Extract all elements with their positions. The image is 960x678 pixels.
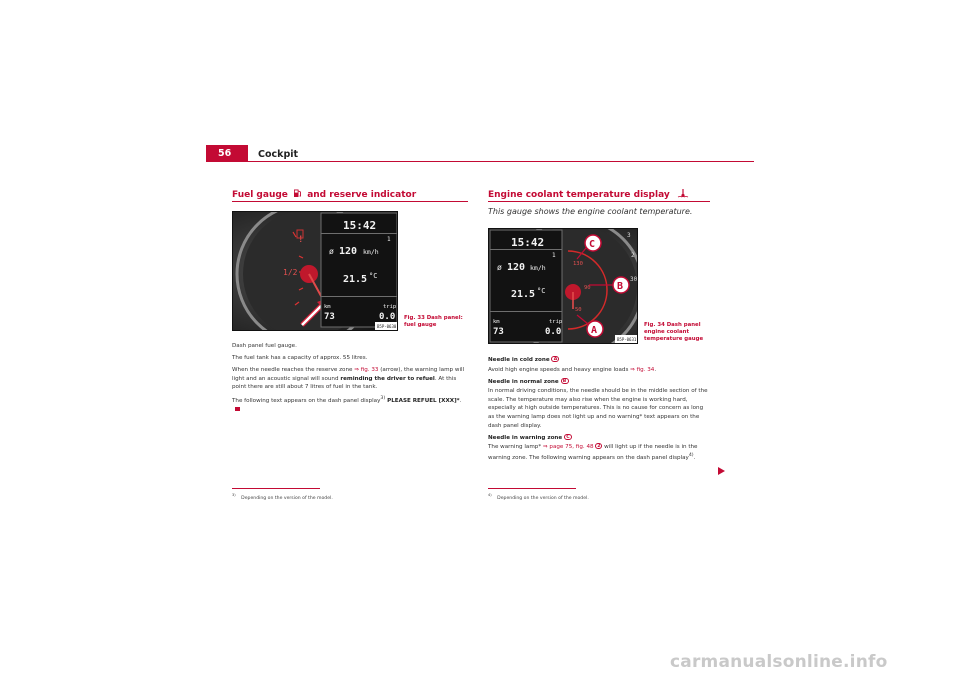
warning-zone-text-c: .: [693, 454, 696, 461]
warning-zone-text-a: The warning lamp*: [488, 444, 543, 451]
fig33-diameter-icon: ø: [329, 247, 334, 256]
header-divider: [206, 161, 754, 162]
svg-text:C: C: [589, 239, 596, 250]
left-heading-rule: [232, 201, 468, 202]
coolant-temperature-icon: [677, 188, 689, 198]
fig34-diameter-icon: ø: [497, 263, 502, 272]
page75-link[interactable]: ⇒ page 75, fig. 48: [542, 444, 594, 451]
svg-text:A: A: [591, 325, 598, 336]
fig34-coolant-gauge-image: [488, 228, 638, 344]
warning-zone-text: [488, 443, 710, 462]
fig34-temp-50: 50: [575, 307, 582, 313]
fuel-gauge-heading-text-2: and reserve indicator: [307, 190, 417, 200]
footnote-ref-3: 3): [380, 396, 386, 402]
normal-zone-heading: [488, 378, 710, 387]
left-footnote: [232, 493, 333, 501]
continue-arrow-icon: [718, 467, 725, 475]
cold-zone-text-a: Avoid high engine speeds and heavy engine loads: [488, 366, 631, 373]
left-para-4b: .: [459, 398, 462, 404]
warning-zone-heading-text: Needle in warning zone: [488, 434, 563, 441]
fig34-trip-label: trip: [549, 319, 563, 325]
left-para-3: [232, 366, 468, 392]
watermark: carmanualsonline.info: [670, 652, 888, 672]
coolant-heading-text: Engine coolant temperature display: [488, 190, 670, 200]
left-footnote-number: 3): [232, 493, 236, 497]
normal-zone-text: In normal driving conditions, the needle should be in the middle section of the scale. The temperature may also rise when the engine is working hard, especially at high outside temperatures. This is no cause for concern as long as the warning lamp does not light up and no warning* text appears on the dash panel display.: [488, 388, 708, 429]
normal-zone-heading-text: Needle in normal zone: [488, 378, 559, 385]
left-para-3c: . At this point there are still about 7 litres of fuel in the tank.: [232, 375, 457, 391]
coolant-lead: This gauge shows the engine coolant temperature.: [488, 207, 693, 216]
fig33-warning-mark: !: [298, 235, 304, 245]
warning-zone-text-b: will light up if the needle is in the warning zone. The following warning appears on the dash panel display: [488, 444, 698, 461]
right-heading-rule: [488, 201, 710, 202]
fig34-code: B5P-0631: [617, 337, 637, 342]
warning-zone-heading: [488, 434, 710, 443]
fig34-temp-130: 130: [573, 261, 583, 267]
right-footnote-text: Depending on the version of the model.: [497, 495, 589, 501]
left-para-4a: The following text appears on the dash panel display: [232, 398, 381, 404]
fig34-gear: 1: [552, 252, 556, 259]
section-title: Cockpit: [258, 149, 299, 160]
cold-zone-heading-text: Needle in cold zone: [488, 357, 550, 363]
footnote-ref-4: 4): [688, 452, 694, 458]
right-footnote: [488, 493, 589, 501]
fig34-rpm-30: 30: [630, 276, 638, 283]
warning-lamp-number-tag: 2: [597, 444, 601, 450]
fig33-half-label: 1/2: [283, 268, 298, 277]
page-number: 56: [206, 145, 248, 162]
left-para-4: [232, 395, 468, 414]
fig34-speed-unit: km/h: [530, 264, 546, 272]
cold-zone-tag: A: [551, 356, 559, 362]
left-footnote-rule: [232, 488, 320, 489]
fig34-trip-value: 0.0: [545, 327, 562, 337]
fuel-gauge-heading-text-1: Fuel gauge: [232, 190, 288, 200]
fig33-code: B5P-0630: [377, 324, 397, 329]
fig33-fuel-gauge-image: [232, 211, 398, 331]
warning-zone-tag: C: [564, 434, 572, 440]
svg-text:B: B: [617, 281, 624, 292]
fig34-rpm-2: 2: [631, 252, 635, 259]
left-para-3-bold: reminding the driver to refuel: [340, 375, 435, 382]
cold-zone-text: [488, 366, 710, 375]
normal-zone-tag: B: [561, 378, 569, 384]
fig33-clock: 15:42: [343, 219, 377, 232]
fig34-link[interactable]: ⇒ fig. 34: [630, 366, 655, 373]
fig34-temp-90: 90: [584, 285, 591, 291]
fig33-link[interactable]: ⇒ fig. 33: [354, 366, 379, 373]
fuel-gauge-heading: [232, 188, 416, 200]
fig34-temp-unit: °C: [537, 287, 546, 295]
fig33-trip-label: trip: [383, 304, 397, 310]
fig34-km-label: km: [493, 319, 500, 325]
left-para-1: Dash panel fuel gauge.: [232, 343, 297, 349]
fig33-temp-unit: °C: [369, 272, 378, 280]
left-para-2: The fuel tank has a capacity of approx. 55 litres.: [232, 354, 368, 361]
fuel-pump-icon: [293, 188, 302, 198]
left-para-3a: When the needle reaches the reserve zone: [232, 366, 355, 373]
fig34-clock: 15:42: [511, 236, 545, 249]
fig33-km-label: km: [324, 304, 331, 310]
fig33-km-value: 73: [324, 312, 335, 322]
left-para-3b: (arrow), the warning lamp will light and an acoustic signal will sound: [232, 366, 465, 382]
fig33-temp: 21.5: [343, 274, 368, 285]
right-body: [488, 356, 710, 466]
fig34-caption: Fig. 34 Dash panel engine coolant temperature gauge: [644, 322, 704, 342]
fig34-speed: 120: [507, 262, 526, 273]
fig33-gear: 1: [387, 236, 391, 243]
cold-zone-text-b: .: [654, 366, 657, 373]
fig34-km-value: 73: [493, 327, 504, 337]
right-footnote-rule: [488, 488, 576, 489]
fig33-trip-value: 0.0: [379, 312, 396, 322]
fig34-temp: 21.5: [511, 289, 536, 300]
fig34-rpm-3: 3: [627, 232, 631, 239]
left-para-4-bold: PLEASE REFUEL [XXX]*: [385, 398, 460, 404]
fig33-speed: 120: [339, 246, 358, 257]
left-footnote-text: Depending on the version of the model.: [241, 495, 333, 501]
section-end-icon: [235, 407, 240, 412]
fig33-caption: Fig. 33 Dash panel: fuel gauge: [404, 315, 463, 328]
left-body: [232, 342, 468, 418]
fig33-speed-unit: km/h: [363, 248, 379, 256]
coolant-heading: [488, 188, 689, 200]
cold-zone-heading: [488, 356, 710, 365]
right-footnote-number: 4): [488, 493, 492, 497]
